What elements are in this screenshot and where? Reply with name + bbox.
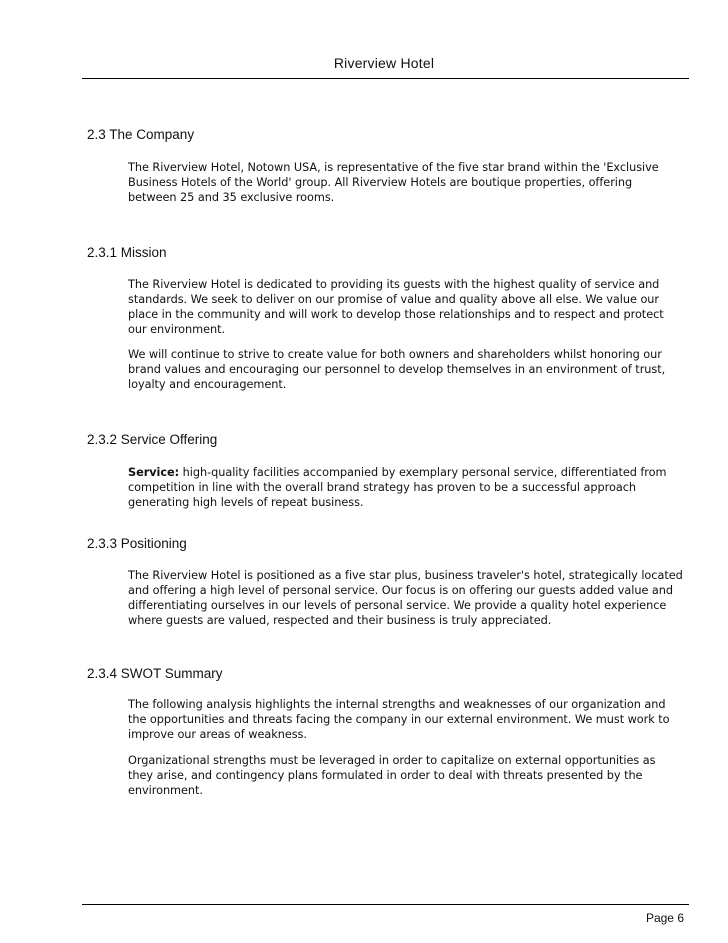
swot-paragraph-2: Organizational strengths must be leveraged in order to capitalize on external opportunities as they arise, and contingency plans formulated in order to deal with threats presented by the environment. <box>128 754 656 797</box>
service-text: high-quality facilities accompanied by exemplary personal service, differentiated from competition in line with the overall brand strategy has proven to be a successful approach generating high levels of repeat business. <box>128 466 667 509</box>
section-heading-swot: 2.3.4 SWOT Summary <box>87 666 223 681</box>
company-paragraph: The Riverview Hotel, Notown USA, is representative of the five star brand within the 'Exclusive Business Hotels of the World' group. All Riverview Hotels are boutique properties, offering between 25 and 35 exclusive rooms. <box>128 161 659 204</box>
section-heading-positioning: 2.3.3 Positioning <box>87 536 187 551</box>
page-header <box>0 55 728 71</box>
service-paragraph <box>128 465 683 510</box>
positioning-paragraph: The Riverview Hotel is positioned as a five star plus, business traveler's hotel, strategically located and offering a high level of personal service. Our focus is on offering our guests added value and differentiating ourselves in our levels of personal service. We provide a quality hotel experience where guests are valued, respected and their business is truly appreciated. <box>128 569 683 627</box>
page-number: Page 6 <box>645 911 684 925</box>
section-heading-company: 2.3 The Company <box>87 127 195 142</box>
service-label: Service: <box>128 466 180 479</box>
document-title: Riverview Hotel <box>333 55 435 71</box>
header-rule <box>82 78 689 79</box>
mission-paragraph-2: We will continue to strive to create value for both owners and shareholders whilst honoring our brand values and encouraging our personnel to develop themselves in an environment of trust, loyalty and encouragement. <box>128 348 666 391</box>
swot-paragraph-1: The following analysis highlights the internal strengths and weaknesses of our organization and the opportunities and threats facing the company in our external environment. We must work to improve our areas of weakness. <box>128 698 670 741</box>
footer-rule <box>82 904 689 905</box>
mission-paragraph-1: The Riverview Hotel is dedicated to providing its guests with the highest quality of service and standards. We seek to deliver on our promise of value and quality above all else. We value our place in the community and will work to develop those relationships and to respect and protect our environment. <box>128 278 664 336</box>
section-heading-mission: 2.3.1 Mission <box>87 245 167 260</box>
section-heading-service: 2.3.2 Service Offering <box>87 432 218 447</box>
